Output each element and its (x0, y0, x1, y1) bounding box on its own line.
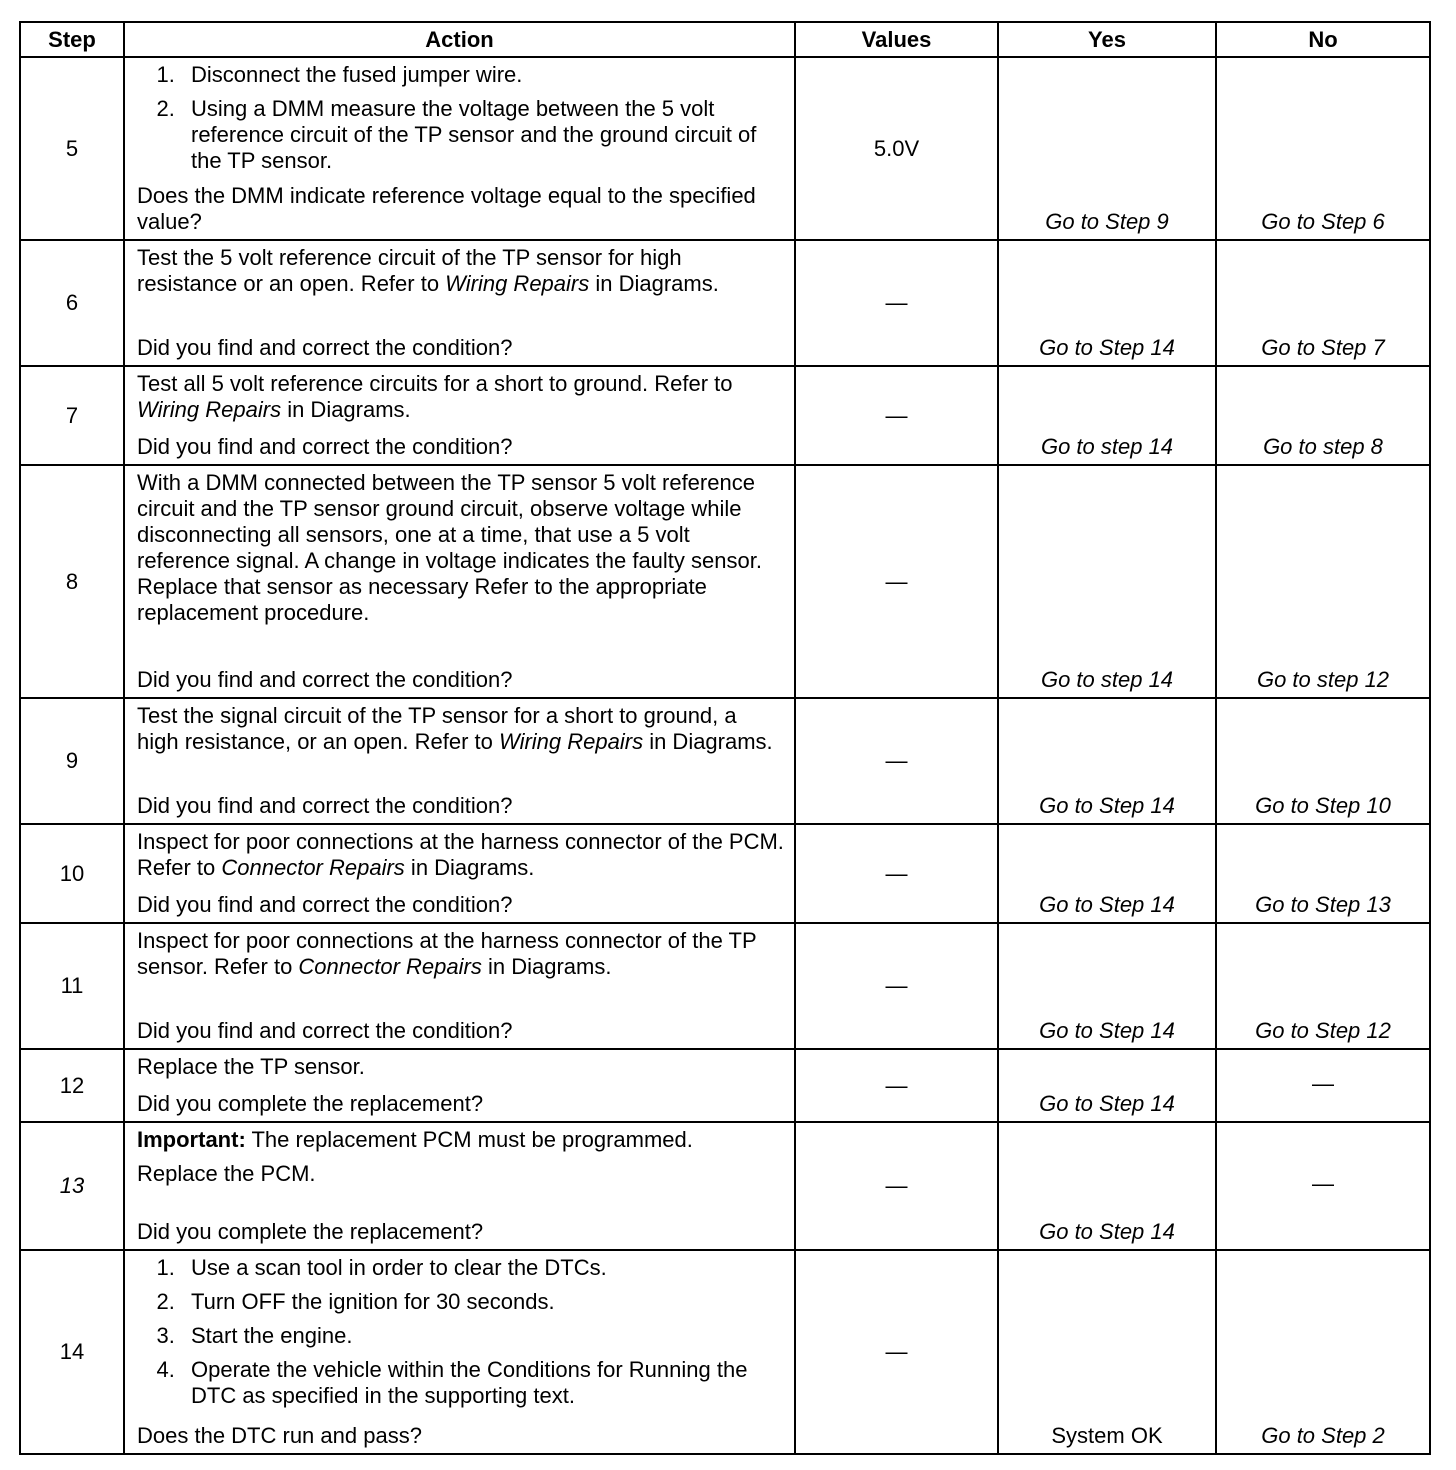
action-text: Test the signal circuit of the TP sensor for a short to ground, a high resistance, or an open. Refer to Wiring Repairs in Diagrams. (137, 703, 773, 754)
value-cell: — (795, 1049, 998, 1122)
list-item: 4. Operate the vehicle within the Conditions for Running the DTC as specified in the supporting text. (181, 1357, 784, 1409)
yes-cell: Go to Step 14 (998, 1049, 1216, 1122)
list-item: 2. Turn OFF the ignition for 30 seconds. (181, 1289, 784, 1315)
important-note: Important: The replacement PCM must be programmed. (137, 1127, 693, 1152)
action-text: Inspect for poor connections at the harness connector of the TP sensor. Refer to Connector Repairs in Diagrams. (137, 928, 757, 979)
no-cell: Go to Step 10 (1216, 698, 1430, 824)
yes-cell: Go to Step 14 (998, 1122, 1216, 1250)
no-cell: Go to Step 7 (1216, 240, 1430, 366)
action-question: Did you find and correct the condition? (137, 335, 513, 360)
action-cell (124, 465, 795, 698)
value-cell: — (795, 366, 998, 465)
yes-cell: System OK (998, 1250, 1216, 1454)
yes-cell: Go to step 14 (998, 366, 1216, 465)
list-item: 1. Use a scan tool in order to clear the DTCs. (181, 1255, 784, 1281)
header-yes: Yes (998, 22, 1216, 57)
action-text: Test the 5 volt reference circuit of the TP sensor for high resistance or an open. Refer to Wiring Repairs in Diagrams. (137, 245, 719, 296)
list-item: 3. Start the engine. (181, 1323, 784, 1349)
no-cell: — (1216, 1049, 1430, 1122)
header-row (20, 22, 1430, 57)
step-number: 9 (20, 698, 124, 824)
step-number: 5 (20, 57, 124, 240)
header-step: Step (20, 22, 124, 57)
table-row (20, 465, 1430, 698)
list-item: 1. Disconnect the fused jumper wire. (181, 62, 784, 88)
action-text: Replace the TP sensor. (137, 1054, 365, 1079)
action-cell (124, 1250, 795, 1454)
action-cell (124, 824, 795, 923)
value-cell: — (795, 1122, 998, 1250)
table-row (20, 923, 1430, 1049)
no-cell: Go to Step 6 (1216, 57, 1430, 240)
yes-cell: Go to Step 14 (998, 923, 1216, 1049)
action-cell (124, 366, 795, 465)
no-cell: Go to Step 12 (1216, 923, 1430, 1049)
step-number: 8 (20, 465, 124, 698)
header-action: Action (124, 22, 795, 57)
table-row (20, 240, 1430, 366)
table-row (20, 57, 1430, 240)
list-item: 2. Using a DMM measure the voltage between the 5 volt reference circuit of the TP sensor and the ground circuit of the TP sensor. (181, 96, 784, 174)
action-list (137, 1255, 784, 1409)
value-cell: — (795, 1250, 998, 1454)
yes-cell: Go to Step 14 (998, 824, 1216, 923)
action-cell (124, 1049, 795, 1122)
step-number: 12 (20, 1049, 124, 1122)
action-cell (124, 240, 795, 366)
step-number: 10 (20, 824, 124, 923)
yes-cell: Go to Step 9 (998, 57, 1216, 240)
action-question: Does the DTC run and pass? (137, 1423, 422, 1448)
action-question: Did you complete the replacement? (137, 1219, 484, 1244)
table-row (20, 1250, 1430, 1454)
value-cell: — (795, 923, 998, 1049)
yes-cell: Go to step 14 (998, 465, 1216, 698)
no-cell: Go to Step 2 (1216, 1250, 1430, 1454)
action-text: Replace the PCM. (137, 1161, 316, 1186)
no-cell: Go to step 8 (1216, 366, 1430, 465)
value-cell: 5.0V (795, 57, 998, 240)
table-row (20, 1122, 1430, 1250)
action-cell (124, 923, 795, 1049)
header-no: No (1216, 22, 1430, 57)
step-number: 13 (20, 1122, 124, 1250)
no-cell: — (1216, 1122, 1430, 1250)
action-question: Did you find and correct the condition? (137, 1018, 513, 1043)
header-values: Values (795, 22, 998, 57)
no-cell: Go to step 12 (1216, 465, 1430, 698)
action-text: Test all 5 volt reference circuits for a short to ground. Refer to Wiring Repairs in Diagrams. (137, 371, 733, 422)
step-number: 14 (20, 1250, 124, 1454)
action-question: Did you complete the replacement? (137, 1091, 484, 1116)
diagnostic-table (19, 21, 1431, 1455)
step-number: 7 (20, 366, 124, 465)
action-question: Did you find and correct the condition? (137, 793, 513, 818)
step-number: 11 (20, 923, 124, 1049)
table-row (20, 366, 1430, 465)
action-text: With a DMM connected between the TP sensor 5 volt reference circuit and the TP sensor ground circuit, observe voltage while disconnecting all sensors, one at a time, that use a 5 volt reference signal. A change in voltage indicates the faulty sensor. Replace that sensor as necessary Refer to the appropriate replacement procedure. (137, 470, 762, 625)
yes-cell: Go to Step 14 (998, 698, 1216, 824)
table-row (20, 1049, 1430, 1122)
action-question: Does the DMM indicate reference voltage equal to the specified value? (137, 183, 756, 234)
value-cell: — (795, 465, 998, 698)
value-cell: — (795, 824, 998, 923)
value-cell: — (795, 240, 998, 366)
action-list (137, 62, 784, 174)
action-question: Did you find and correct the condition? (137, 434, 513, 459)
value-cell: — (795, 698, 998, 824)
action-cell (124, 698, 795, 824)
action-text: Inspect for poor connections at the harness connector of the PCM. Refer to Connector Repairs in Diagrams. (137, 829, 784, 880)
table-row (20, 698, 1430, 824)
action-question: Did you find and correct the condition? (137, 667, 513, 692)
yes-cell: Go to Step 14 (998, 240, 1216, 366)
action-cell (124, 1122, 795, 1250)
no-cell: Go to Step 13 (1216, 824, 1430, 923)
action-cell (124, 57, 795, 240)
step-number: 6 (20, 240, 124, 366)
table-row (20, 824, 1430, 923)
action-question: Did you find and correct the condition? (137, 892, 513, 917)
